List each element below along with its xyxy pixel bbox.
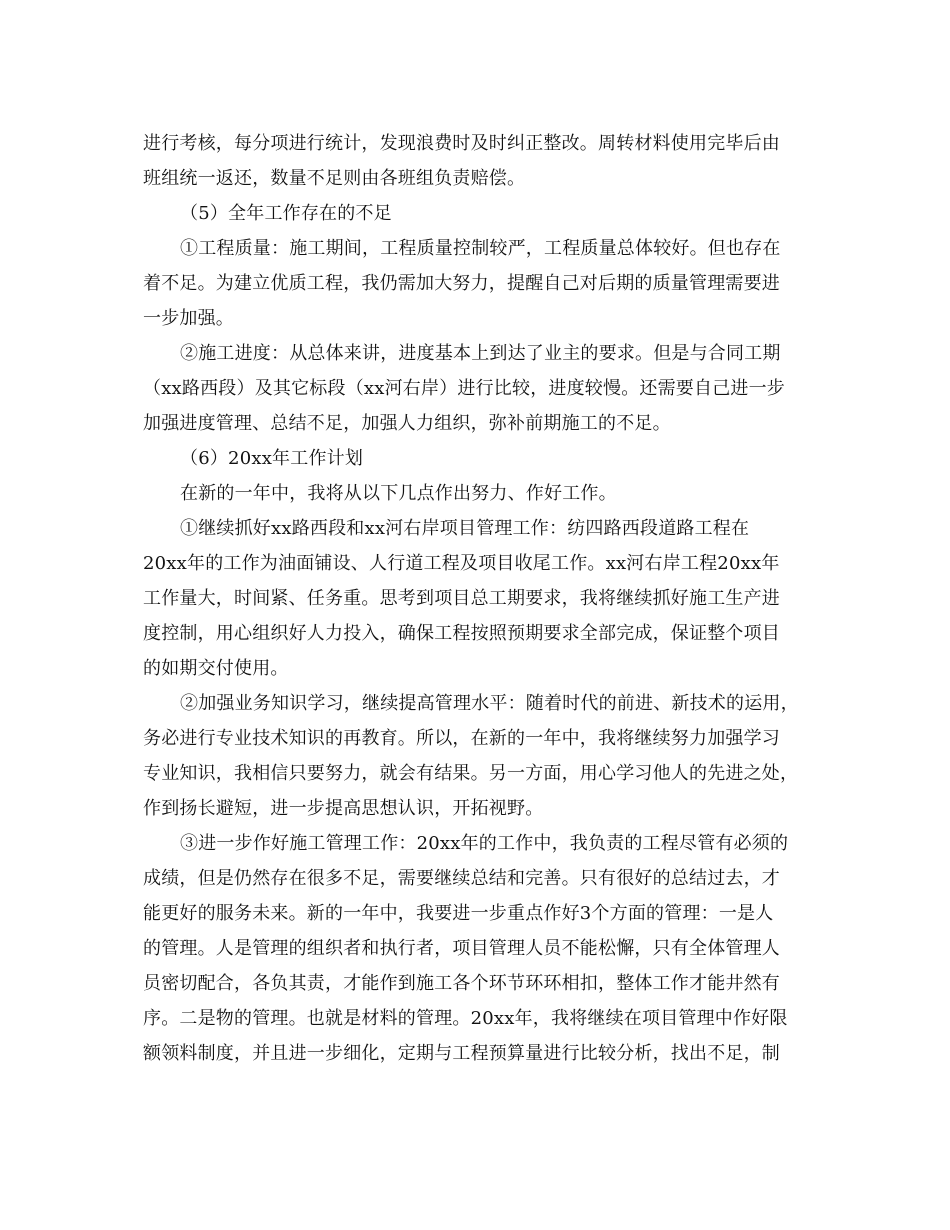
text-line: 加强进度管理、总结不足，加强人力组织，弥补前期施工的不足。 [143,413,671,434]
text-line: 着不足。为建立优质工程，我仍需加大努力，提醒自己对后期的质量管理需要进 [143,273,780,294]
text-line: （xx路西段）及其它标段（xx河右岸）进行比较，进度较慢。还需要自己进一步 [143,378,786,399]
text-line: 成绩，但是仍然存在很多不足，需要继续总结和完善。只有很好的总结过去，才 [143,868,780,889]
document-body [143,126,813,1071]
text-line: 员密切配合，各负其责，才能作到施工各个环节环环相扣，整体工作才能井然有 [143,973,780,994]
text-line: ③进一步作好施工管理工作：20xx年的工作中，我负责的工程尽管有必须的 [180,833,789,854]
text-line: 班组统一返还，数量不足则由各班组负责赔偿。 [143,168,526,189]
text-line: 务必进行专业技术知识的再教育。所以，在新的一年中，我将继续努力加强学习 [143,728,780,749]
text-line: 作到扬长避短，进一步提高思想认识，开拓视野。 [143,798,544,819]
text-line: 能更好的服务未来。新的一年中，我要进一步重点作好3个方面的管理：一是人 [143,903,774,924]
text-line: 序。二是物的管理。也就是材料的管理。20xx年，我将继续在项目管理中作好限 [143,1008,788,1029]
text-line: 度控制，用心组织好人力投入，确保工程按照预期要求全部完成，保证整个项目 [143,623,780,644]
text-line: 额领料制度，并且进一步细化，定期与工程预算量进行比较分析，找出不足，制 [143,1043,780,1064]
text-line: 在新的一年中，我将从以下几点作出努力、作好工作。 [180,483,617,504]
text-line: ①工程质量：施工期间，工程质量控制较严，工程质量总体较好。但也存在 [180,238,781,259]
text-line: 20xx年的工作为油面铺设、人行道工程及项目收尾工作。xx河右岸工程20xx年 [143,553,780,574]
text-line: 进行考核，每分项进行统计，发现浪费时及时纠正整改。周转材料使用完毕后由 [143,133,780,154]
text-line: 一步加强。 [143,308,234,329]
text-line: 的如期交付使用。 [143,658,289,679]
text-line: ①继续抓好xx路西段和xx河右岸项目管理工作：纺四路西段道路工程在 [180,518,750,539]
text-line: （5）全年工作存在的不足 [180,203,392,224]
text-line: 的管理。人是管理的组织者和执行者，项目管理人员不能松懈，只有全体管理人 [143,938,780,959]
text-line: 专业知识，我相信只要努力，就会有结果。另一方面，用心学习他人的先进之处， [143,763,799,784]
text-line: ②施工进度：从总体来讲，进度基本上到达了业主的要求。但是与合同工期 [180,343,781,364]
text-line: 工作量大，时间紧、任务重。思考到项目总工期要求，我将继续抓好施工生产进 [143,588,780,609]
text-line: ②加强业务知识学习，继续提高管理水平：随着时代的前进、新技术的运用， [180,693,799,714]
text-line: （6）20xx年工作计划 [180,448,364,469]
